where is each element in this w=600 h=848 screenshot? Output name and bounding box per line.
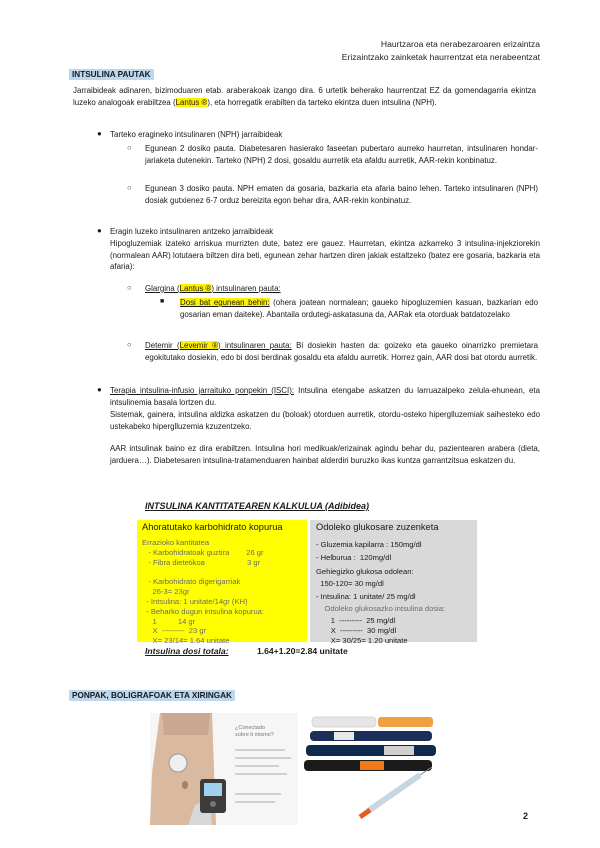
bullet-dot: ● [97,385,102,394]
intro-paragraph [73,85,536,108]
pens-and-syringe-illustration [300,713,438,825]
carb-line: Errazioko kantitatea [142,538,210,547]
glucose-correction-box [310,520,477,645]
detemir-paragraph [145,340,538,363]
glucose-line: Odoleko glukosazko intsulina dosia: [316,604,446,613]
dose-once-label: Dosi bat egunean behin: [180,298,270,307]
glucose-line: 1 --------- 25 mg/dl [316,616,396,625]
running-header-subtitle: Erizaintzako zainketak haurrentzat eta nerabeentzat [341,52,540,62]
glargina-b: ) intsulinaren pauta: [211,284,281,293]
pump-therapy-text: Intsulina etengabe askatzen du larruazalpeko zelula-ehunean, eta intsulinemia basala lortzen du. [110,386,540,407]
detemir-b: ) intsulinaren pauta: [217,341,292,350]
carb-line: 26-3= 23gr [142,587,190,596]
detemir-a: Detemir ( [145,341,180,350]
lantus-highlight: Lantus ® [175,97,208,107]
glucose-line: Gehiegizko glukosa odolean: [316,567,414,576]
pump-therapy-paragraph [110,385,540,408]
total-dose-label: Intsulina dosi totala: [145,646,229,656]
bullet-square: ■ [160,298,165,305]
carbohydrate-box [137,520,307,645]
glucose-line: 150-120= 30 mg/dl [316,579,384,588]
intro-text-b: ), eta horregatik erabilten da tarteko ekintza duen intsulina (NPH). [207,97,437,107]
carb-line: - Beharko dugun intsulina kopurua: [142,607,265,616]
carb-line: 1 14 gr [142,617,196,626]
sub-bullet-three-dose: Egunean 3 dosiko pauta. NPH ematen da gosaria, bazkaria eta afaria baino lehen. Tarteko intsulinaren (NPH) dosiak gutxienez 6-7 orduz bereizita egon behar dira, AAR-rekin konbinatuz. [145,184,538,205]
insulin-pump-photo [150,713,298,825]
total-dose-value: 1.64+1.20=2.84 unitate [256,646,348,656]
glucose-line: - Intsulina: 1 unitate/ 25 mg/dl [316,592,416,601]
carb-line: - Karbohidratoak guztira 26 gr [142,548,264,557]
dose-once-text: (ohera joatean normalean; gaueko hipogluzemien kasuan, bazkarian edo gosarian eman daiteke). Abantaila ordutegi-askatasuna da, AARak eta otorduak batdatozelako [180,298,538,319]
glargina-heading [145,283,538,295]
page-number: 2 [523,811,529,821]
glucose-box-title: Odoleko glukosare zuzenketa [316,522,439,532]
glucose-line: - Helburua : 120mg/dl [316,553,392,562]
carb-line: - Fibra dietetikoa 3 gr [142,558,261,567]
carb-line: - Karbohidrato digerigarriak [142,577,241,586]
section-title-insulin-patterns: INTSULINA PAUTAK [69,69,154,80]
intro-text-a: Jarraibideak adinaren, bizimoduaren etab. araberakoak izango dira. 6 urtetik beherako haurrentzat EZ da gomendagarria ekintza luzeko analogoak erabiltzea ( [73,86,536,107]
carb-line: X --------- 23 gr [142,626,207,635]
insulin-pens-and-syringe-photo [300,713,438,825]
long-acting-paragraph: Hipogluzemiak izateko arriskua murrizten dute, batez ere gauez. Haurretan, ekintza azkarreko 3 intsulina-injekziorekin (normalean AAR) lotutaera biltzen dira beti, egunean zehar hartzen diren jakiak estaltzeko (batez ere gosaria, bazkaria eta afaria): [110,239,540,272]
bullet-long-acting-heading: Eragin luzeko intsulinaren antzeko jarraibideak [110,227,274,236]
bullet-circle: ○ [127,183,132,192]
carb-line: - Intsulina: 1 unitate/14gr (KH) [142,597,248,606]
sub-bullet-two-dose: Egunean 2 dosiko pauta. Diabetesaren hasierako faseetan pubertaro aurreko haurretan, intsulinaren hondar-jariaketa dutenekin. Tarteko (NPH) 2 dosi, gosaldu aurretik eta afaldu aurretik, AAR-rekin konbinatuz. [145,144,538,165]
total-dose [145,646,348,656]
aar-paragraph: AAR intsulinak baino ez dira erabiltzen. Intsulina hori medikuak/erizainak agindu behar du, pazientearen arabera (dieta, jarduera…). Diabetesaren intsulina-tratamenduaren hainbat alderdiri buruzko ikas kuntza garrantzitsua eskatzen du. [110,444,540,465]
carb-box-title: Ahoratutako karbohidrato kopurua [142,522,283,532]
glucose-line: - Gluzemia kapilarra : 150mg/dl [316,540,422,549]
glargina-a: Glargina ( [145,284,180,293]
bullet-dot: ● [97,226,102,235]
photo-caption-line1: ¿Conectado [235,725,265,731]
section-title-pumps: PONPAK, BOLIGRAFOAK ETA XIRINGAK [69,690,235,701]
bullet-circle: ○ [127,283,132,292]
glucose-line: X= 30/25= 1.20 unitate [316,636,408,645]
photo-caption-line2: sobre ti mismo? [235,732,274,738]
bullet-circle: ○ [127,340,132,349]
glargina-dose-paragraph [180,297,538,320]
bullet-dot: ● [97,129,102,138]
detemir-levemir: Levemir ® [179,341,218,350]
carb-line: X= 23/14= 1.64 unitate [142,636,230,645]
glucose-line: X --------- 30 mg/dl [316,626,397,635]
bullet-nph-heading: Tarteko eragineko intsulinaren (NPH) jarraibideak [110,130,283,139]
system-paragraph: Sistemak, gainera, intsulina aldizka askatzen du (boloak) otorduen aurretik, otordu-osteko hiperglluzemiak saihesteko edo ustekabeko hiperglluzemia kzuzentzeko. [110,410,540,431]
body-with-pump-illustration [150,713,298,825]
glargina-lantus: Lantus ® [179,284,212,293]
running-header-title: Haurtzaroa eta nerabezaroaren erizaintza [380,39,540,49]
detemir-text: Bi dosiekin hasten da: goizeko eta gaueko oinarrizko premietara egokitutako dosiekin, edo bi dosi berdinak gosaldu eta afaldu aurretik. Horrez gain, AAR dosi bat otordu aurretik. [145,341,538,362]
pump-therapy-label: Terapia intsulina-infusio jarraituko ponpekin (ISCI): [110,386,295,395]
bullet-circle: ○ [127,143,132,152]
calc-title: INTSULINA KANTITATEAREN KALKULUA (Adibidea) [145,501,369,511]
